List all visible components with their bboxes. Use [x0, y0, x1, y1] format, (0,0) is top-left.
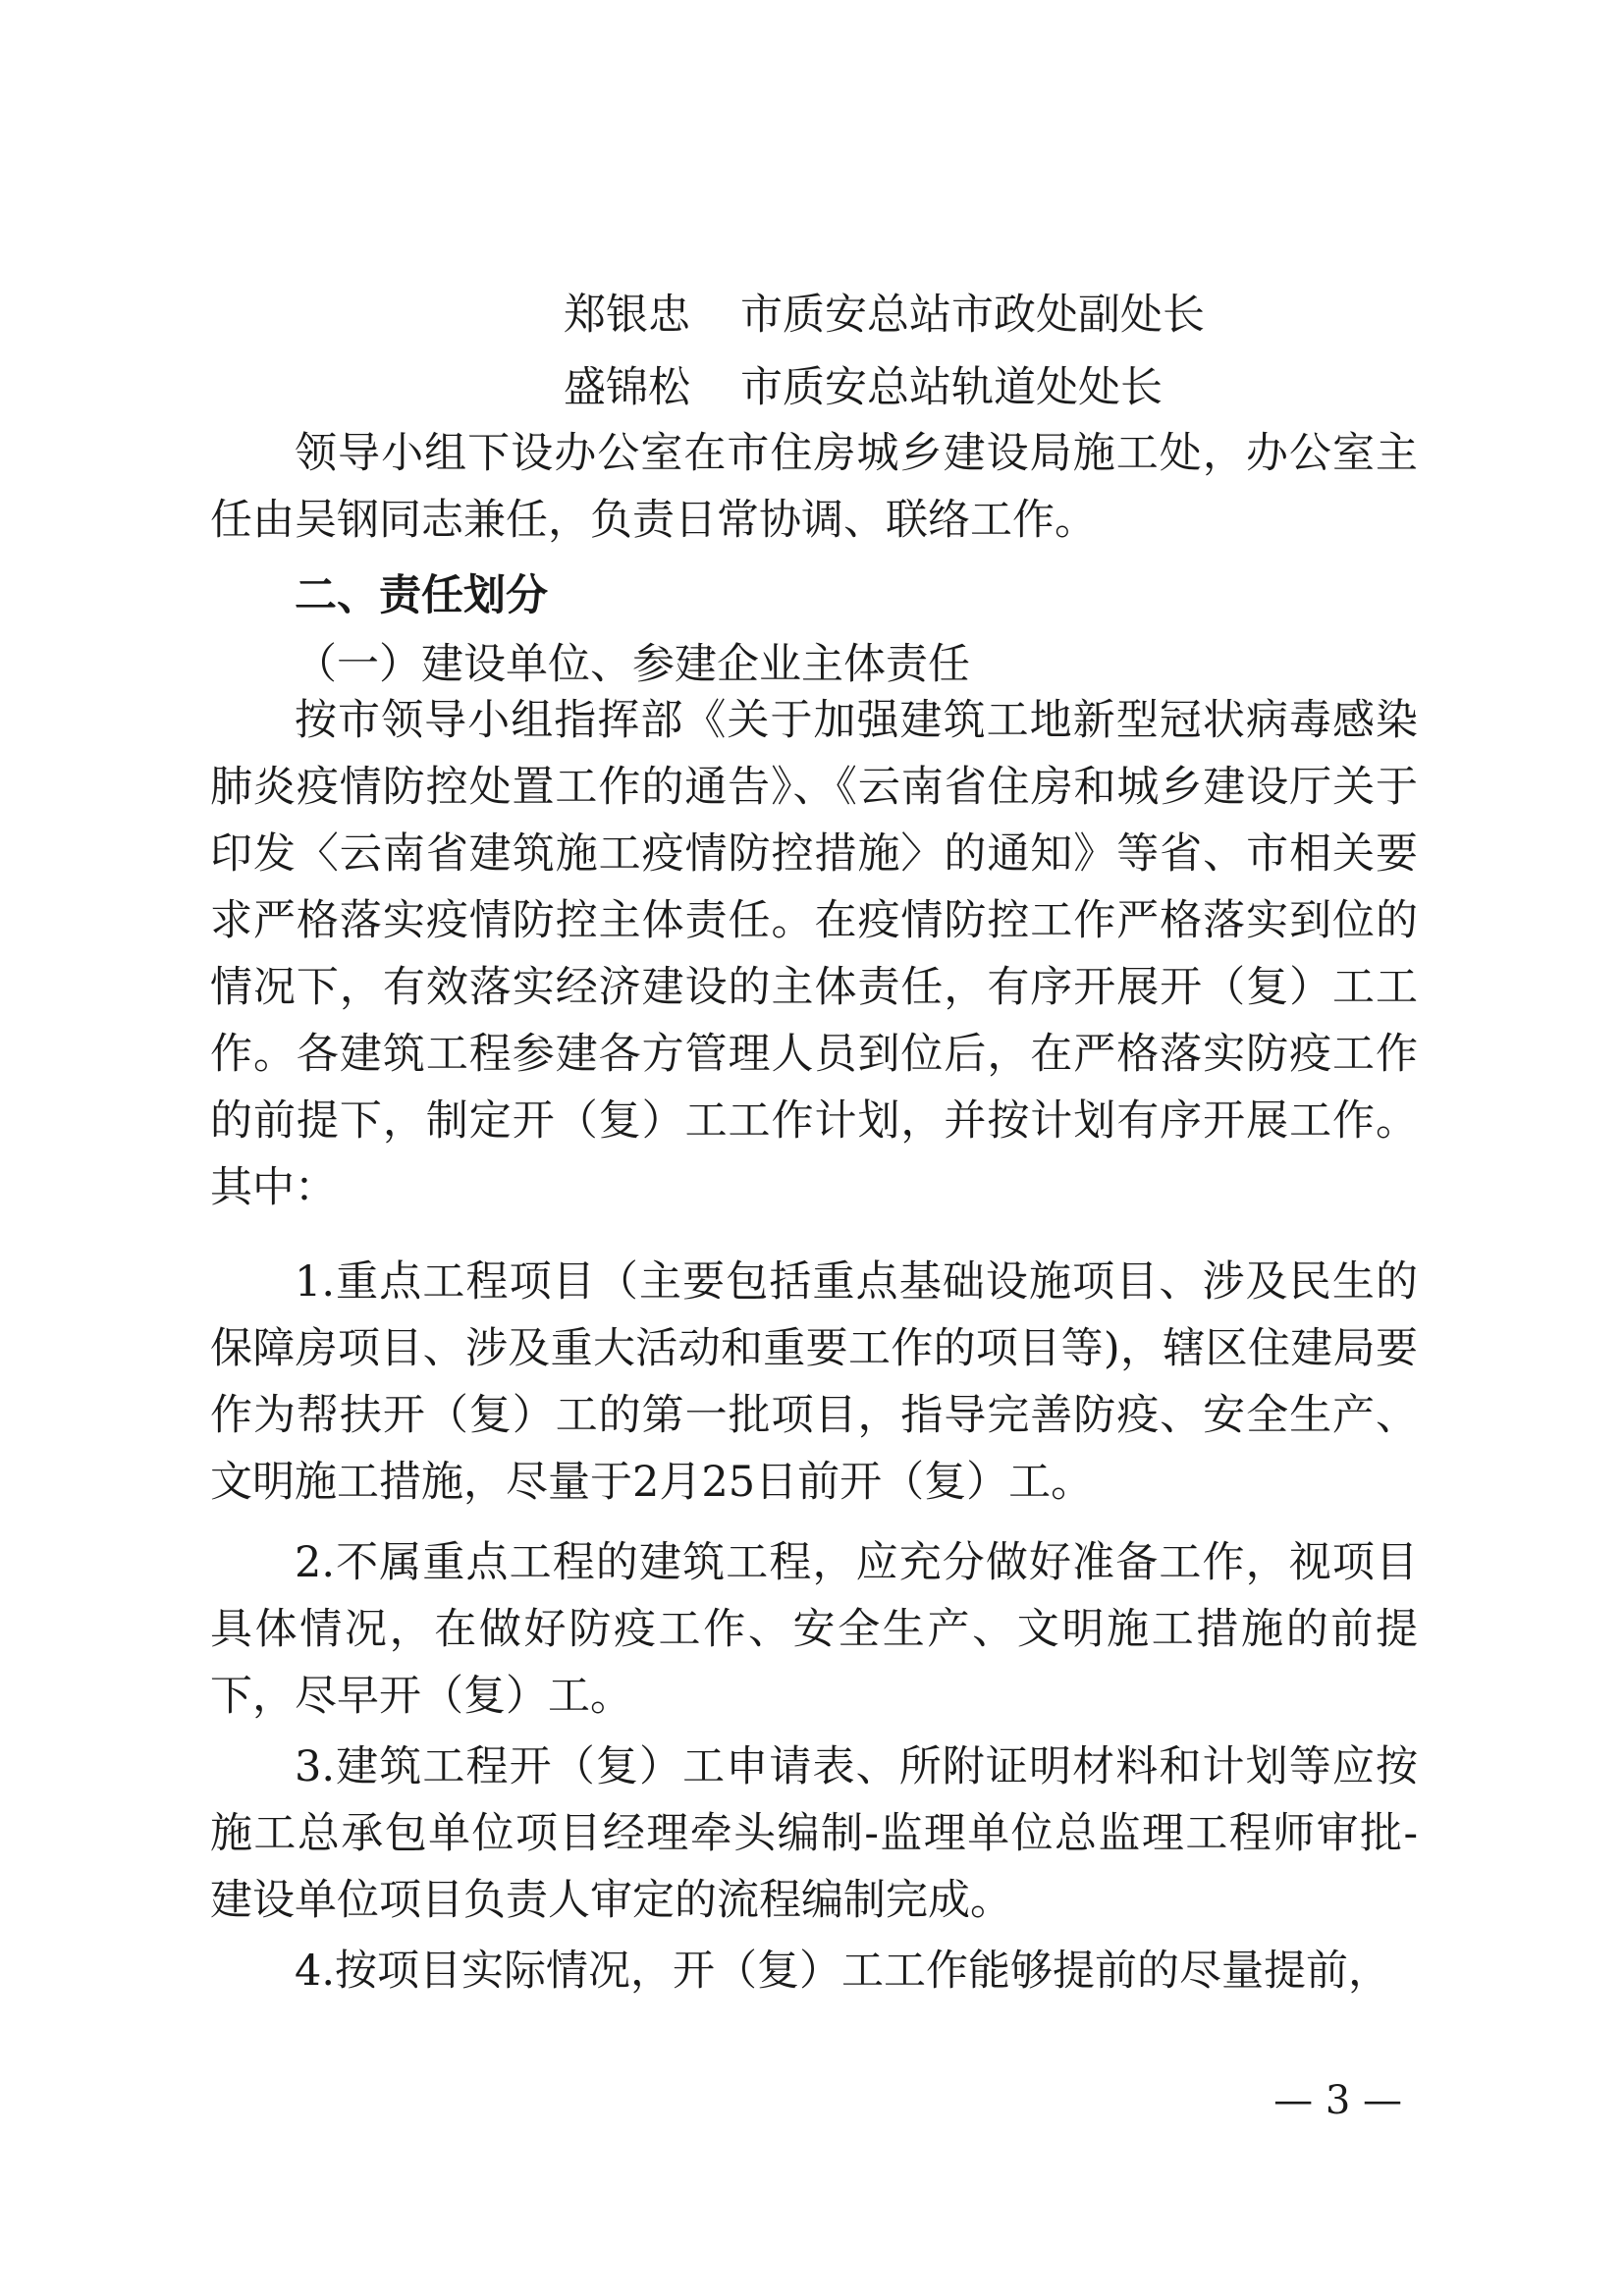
subsection-heading: （一）建设单位、参建企业主体责任	[295, 640, 970, 689]
member-name: 盛锦松	[564, 363, 690, 412]
item-2-paragraph: 2.不属重点工程的建筑工程，应充分做好准备工作，视项目具体情况，在做好防疫工作、安全生产、文明施工措施的前提下，尽早开（复）工。	[210, 1538, 1418, 1721]
section-heading: 二、责任划分	[295, 571, 548, 620]
item-4-paragraph: 4.按项目实际情况，开（复）工工作能够提前的尽量提前，	[295, 1947, 1391, 1996]
office-paragraph: 领导小组下设办公室在市住房城乡建设局施工处，办公室主任由吴钢同志兼任，负责日常协调、联络工作。	[210, 429, 1418, 545]
item-1-paragraph: 1.重点工程项目（主要包括重点基础设施项目、涉及民生的保障房项目、涉及重大活动和重要工作的项目等)，辖区住建局要作为帮扶开（复）工的第一批项目，指导完善防疫、安全生产、文明施工措施，尽量于2月25日前开（复）工。	[210, 1257, 1418, 1507]
main-paragraph: 按市领导小组指挥部《关于加强建筑工地新型冠状病毒感染肺炎疫情防控处置工作的通告》、《云南省住房和城乡建设厅关于印发〈云南省建筑施工疫情防控措施〉的通知》等省、市相关要求严格落实疫情防控主体责任。在疫情防控工作严格落实到位的情况下，有效落实经济建设的主体责任，有序开展开（复）工工作。各建筑工程参建各方管理人员到位后，在严格落实防疫工作的前提下，制定开（复）工工作计划，并按计划有序开展工作。其中：	[210, 696, 1418, 1212]
member-title: 市质安总站轨道处处长	[740, 363, 1163, 412]
item-3-paragraph: 3.建筑工程开（复）工申请表、所附证明材料和计划等应按施工总承包单位项目经理牵头编制-监理单位总监理工程师审批-建设单位项目负责人审定的流程编制完成。	[210, 1742, 1418, 1925]
page-number: — 3 —	[1273, 2078, 1402, 2123]
member-row	[564, 291, 1205, 340]
member-name: 郑银忠	[564, 291, 690, 340]
member-title: 市质安总站市政处副处长	[740, 291, 1205, 340]
member-row	[564, 363, 1163, 412]
